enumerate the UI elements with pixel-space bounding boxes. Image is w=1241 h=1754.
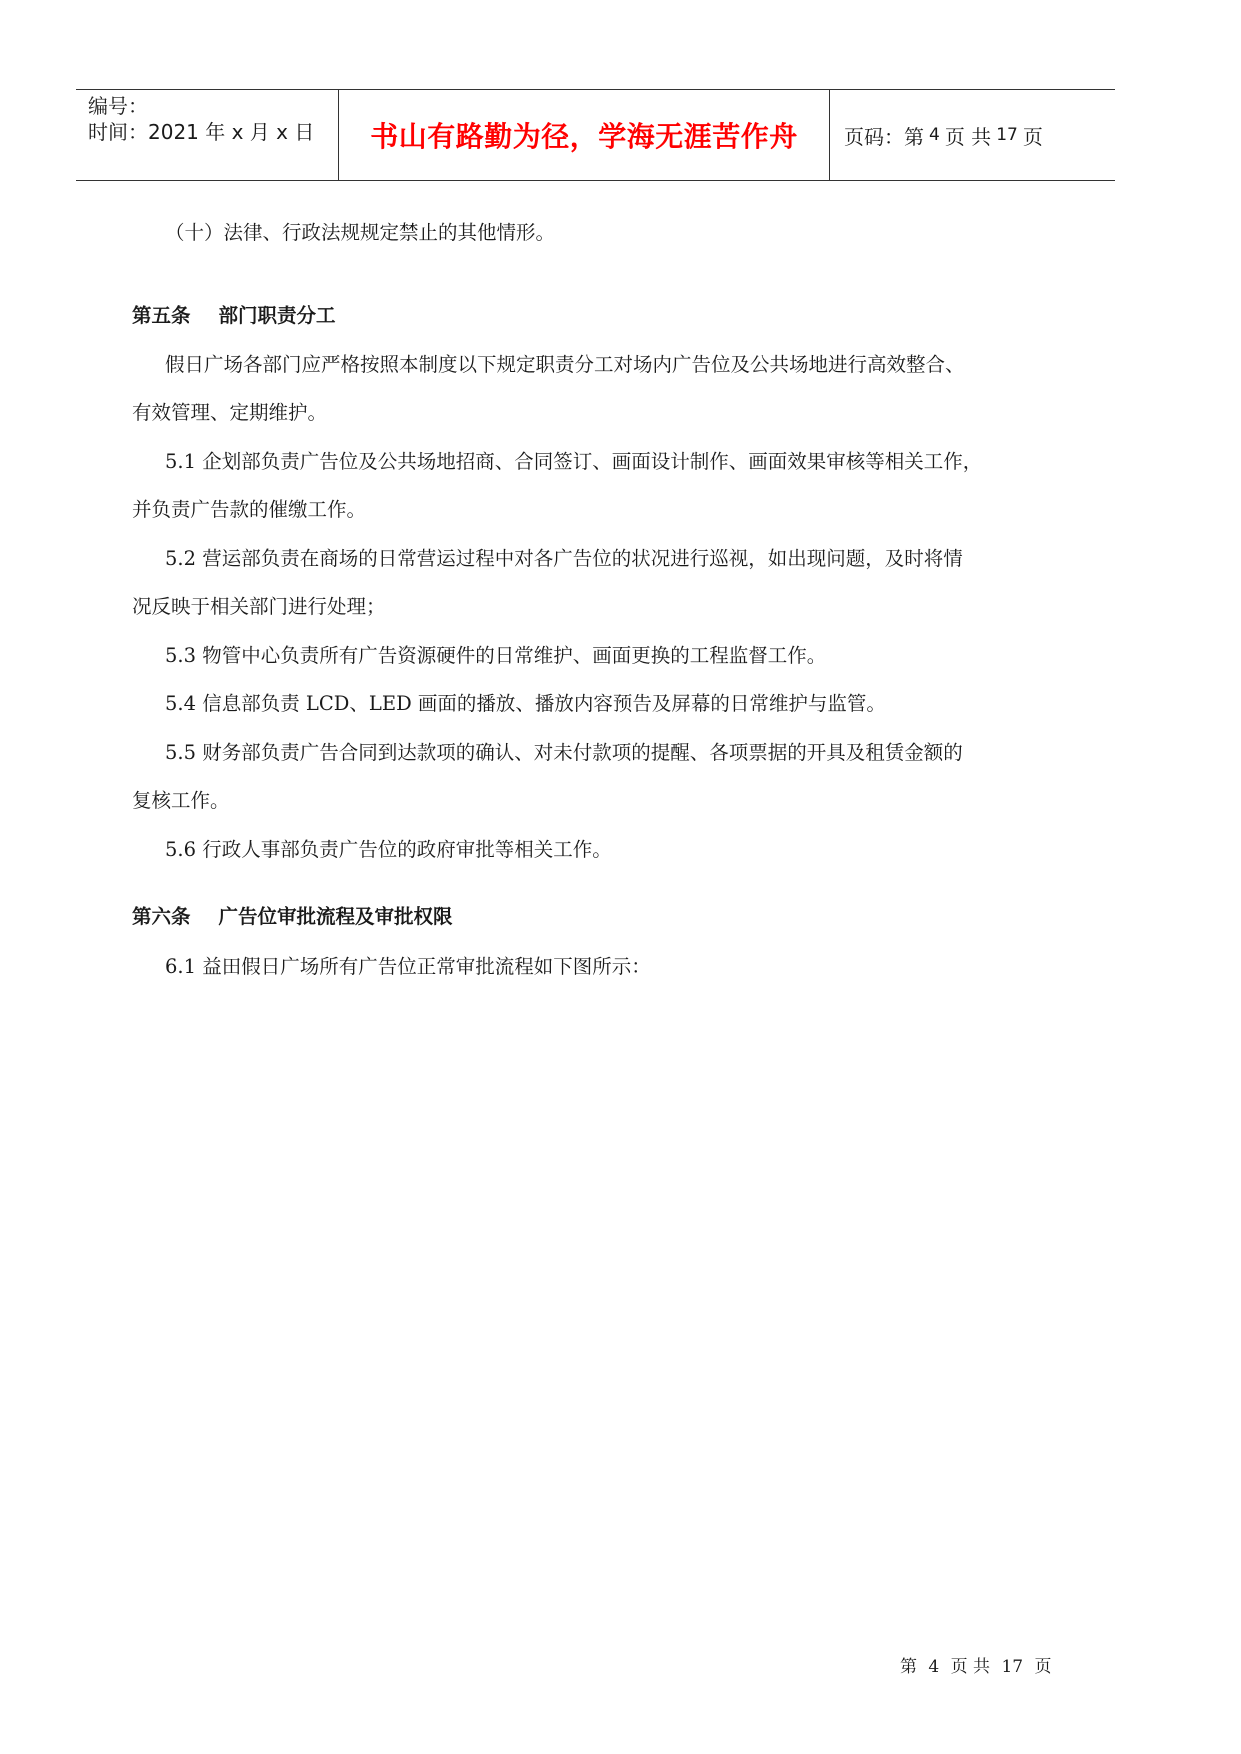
footer-mid: 页 共	[950, 1657, 991, 1677]
footer-page-current: 4	[928, 1657, 940, 1677]
document-number-label: 编号：	[88, 94, 148, 118]
item-ten: （十）法律、行政法规规定禁止的其他情形。	[165, 221, 556, 244]
article-5-number: 第五条	[132, 304, 191, 327]
header-page-total: 17	[996, 125, 1018, 145]
header-motto: 书山有路勤为径，学海无涯苦作舟	[339, 90, 830, 180]
header-page-current: 4	[929, 125, 940, 145]
document-date: 时间：2021 年 x 月 x 日	[88, 120, 315, 144]
page-footer	[900, 1652, 1052, 1677]
article-5-paragraph-line1: 假日广场各部门应严格按照本制度以下规定职责分工对场内广告位及公共场地进行高效整合、	[165, 353, 965, 376]
section-5-2-line2: 况反映于相关部门进行处理；	[132, 595, 386, 618]
article-5-title: 部门职责分工	[218, 304, 336, 327]
header-page-suffix: 页	[1022, 124, 1043, 149]
section-5-1-line2: 并负责广告款的催缴工作。	[132, 498, 367, 521]
section-5-5-line2: 复核工作。	[132, 789, 230, 812]
header-meta	[76, 90, 339, 180]
header-page-number	[830, 90, 1115, 180]
section-5-1-line1: 5.1 企划部负责广告位及公共场地招商、合同签订、画面设计制作、画面效果审核等相关工作，	[165, 450, 983, 473]
section-5-6: 5.6 行政人事部负责广告位的政府审批等相关工作。	[165, 838, 612, 861]
article-6-number: 第六条	[132, 905, 191, 928]
footer-prefix: 第	[900, 1657, 917, 1677]
article-5-heading	[132, 303, 336, 329]
section-5-3: 5.3 物管中心负责所有广告资源硬件的日常维护、画面更换的工程监督工作。	[165, 644, 827, 667]
article-5-paragraph-line2: 有效管理、定期维护。	[132, 401, 328, 424]
header-page-mid: 页 共	[944, 124, 992, 149]
footer-suffix: 页	[1034, 1657, 1052, 1677]
footer-page-total: 17	[1001, 1657, 1024, 1677]
page-header	[76, 89, 1115, 181]
article-6-title: 广告位审批流程及审批权限	[218, 905, 453, 928]
section-5-4: 5.4 信息部负责 LCD、LED 画面的播放、播放内容预告及屏幕的日常维护与监管。	[165, 692, 886, 715]
header-page-prefix: 页码：第	[844, 124, 924, 149]
article-6-heading	[132, 904, 453, 930]
section-5-2-line1: 5.2 营运部负责在商场的日常营运过程中对各广告位的状况进行巡视，如出现问题，及时将情	[165, 547, 963, 570]
section-5-5-line1: 5.5 财务部负责广告合同到达款项的确认、对未付款项的提醒、各项票据的开具及租赁金额的	[165, 741, 963, 764]
section-6-1: 6.1 益田假日广场所有广告位正常审批流程如下图所示：	[165, 955, 651, 978]
